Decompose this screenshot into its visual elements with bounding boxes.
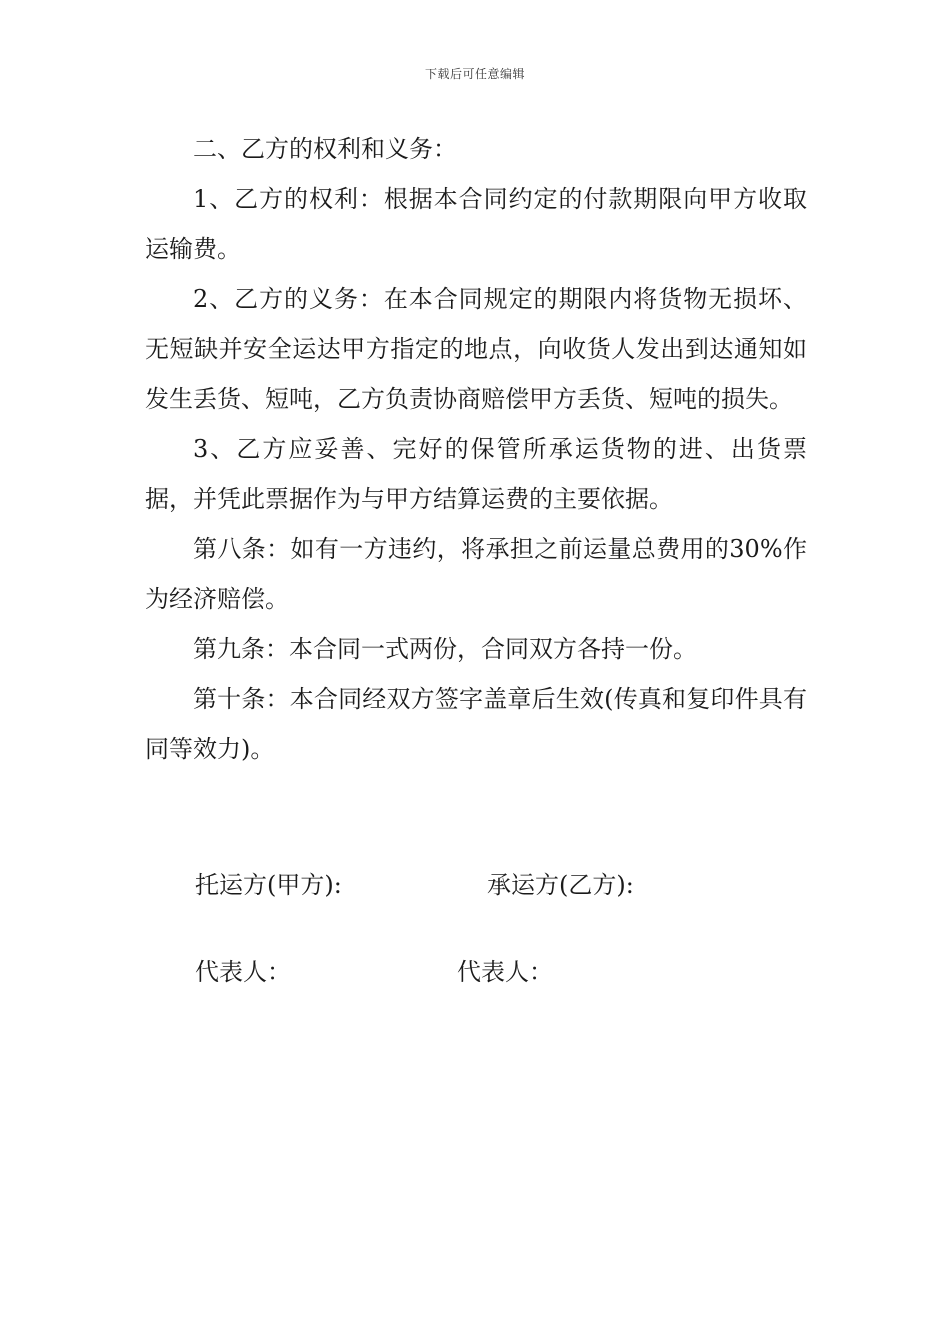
party-b-signature-label: 承运方(乙方): [487,871,634,899]
party-a-signature-label: 托运方(甲方): [195,871,342,899]
party-b-representative-label: 代表人： [457,958,553,986]
section-heading-party-b-rights: 二、乙方的权利和义务： [193,135,457,163]
article-ten: 第十条：本合同经双方签字盖章后生效(传真和复印件具有同等效力)。 [145,685,807,763]
article-eight: 第八条：如有一方违约，将承担之前运量总费用的30%作为经济赔偿。 [145,535,807,613]
article-nine: 第九条：本合同一式两份，合同双方各持一份。 [193,635,697,663]
contract-body [145,124,807,774]
clause-receipt-custody: 3、乙方应妥善、完好的保管所承运货物的进、出货票据，并凭此票据作为与甲方结算运费的主要依据。 [145,435,807,513]
clause-party-b-rights: 1、乙方的权利：根据本合同约定的付款期限向甲方收取运输费。 [145,185,807,263]
clause-party-b-obligations: 2、乙方的义务：在本合同规定的期限内将货物无损坏、无短缺并安全运达甲方指定的地点，向收货人发出到达通知如发生丢货、短吨，乙方负责协商赔偿甲方丢货、短吨的损失。 [145,285,807,413]
page-header: 下载后可任意编辑 [424,67,525,81]
party-a-representative-label: 代表人： [195,958,291,986]
